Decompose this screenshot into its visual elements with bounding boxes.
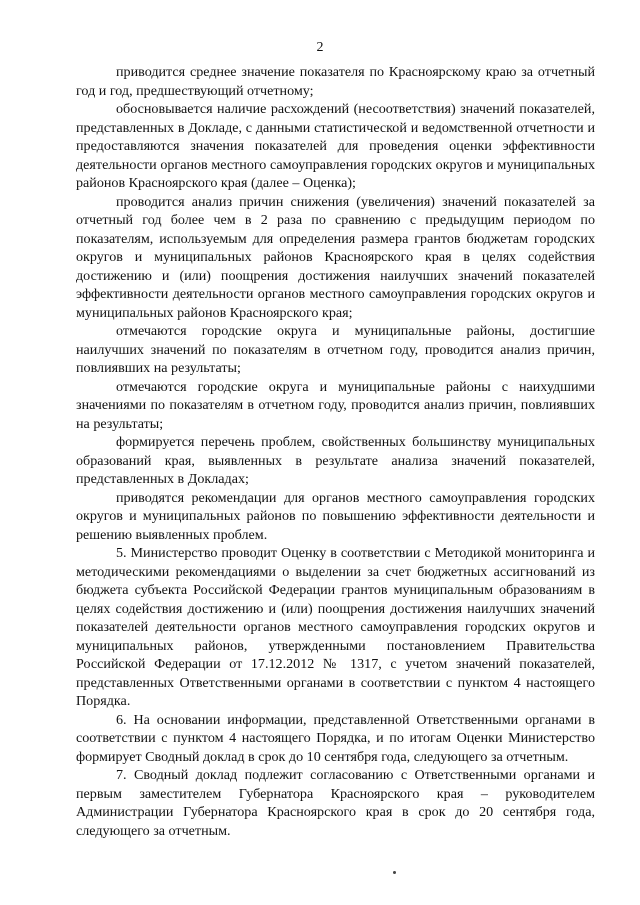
paragraph-best-results: отмечаются городские округа и муниципальные районы, достигшие наилучших значений по показателям в отчетном году, проводится анализ причин, повлиявших на результаты; [76, 323, 595, 376]
paragraph-worst-results: отмечаются городские округа и муниципальные районы с наихудшими значениями по показателям в отчетном году, проводится анализ причин, повлиявших на результаты; [76, 378, 595, 432]
paragraph-average-value: приводится среднее значение показателя по Красноярскому краю за отчетный год и год, предшествующий отчетному; [76, 64, 595, 99]
paragraph-item-5: 5. Министерство проводит Оценку в соответствии с Методикой мониторинга и методическими рекомендациями о выделении за счет бюджетных ассигнований из бюджета субъекта Российской Федерации грантов муниципальным образованиям в целях содействия достижению и (или) поощрения достижения наилучших значений показателей деятельности органов местного самоуправления городских округов и муниципальных районов, утвержденными постановлением Правительства Российской Федерации от 17.12.2012 № 1317, с учетом значений показателей, представленных Ответственными органами в соответствии с пунктом 4 настоящего Порядка. [76, 545, 595, 709]
scan-mark [393, 871, 396, 874]
paragraph-discrepancies: обосновывается наличие расхождений (несоответствия) значений показателей, представленных в Докладе, с данными статистической и ведомственной отчетности и предоставляются значения показателей для проведения оценки эффективности деятельности органов местного самоуправления городских округов и муниципальных районов Красноярского края (далее – Оценка); [76, 101, 595, 191]
paragraph-decline-analysis: проводится анализ причин снижения (увеличения) значений показателей за отчетный год более чем в 2 раза по сравнению с предыдущим периодом по показателям, используемым для определения размера грантов бюджетам городских округов и муниципальных районов Красноярского края в целях содействия достижению и (или) поощрения достижения наилучших значений показателей эффективности деятельности органов местного самоуправления городских округов и муниципальных районов Красноярского края; [76, 193, 595, 321]
page-number: 2 [316, 40, 324, 55]
paragraph-problem-list: формируется перечень проблем, свойственных большинству муниципальных образований края, выявленных в результате анализа значений показателей, представленных в Докладах; [76, 434, 595, 487]
paragraph-recommendations: приводятся рекомендации для органов местного самоуправления городских округов и муниципальных районов по повышению эффективности деятельности и решению выявленных проблем. [76, 489, 595, 543]
paragraph-item-6: 6. На основании информации, представленной Ответственными органами в соответствии с пунктом 4 настоящего Порядка, и по итогам Оценки Министерство формирует Сводный доклад в срок до 10 сентября года, следующего за отчетным. [76, 711, 595, 765]
paragraph-item-7: 7. Сводный доклад подлежит согласованию с Ответственными органами и первым заместителем Губернатора Красноярского края – руководителем Администрации Губернатора Красноярского края в срок до 20 сентября года, следующего за отчетным. [76, 767, 595, 839]
document-body [76, 63, 595, 840]
